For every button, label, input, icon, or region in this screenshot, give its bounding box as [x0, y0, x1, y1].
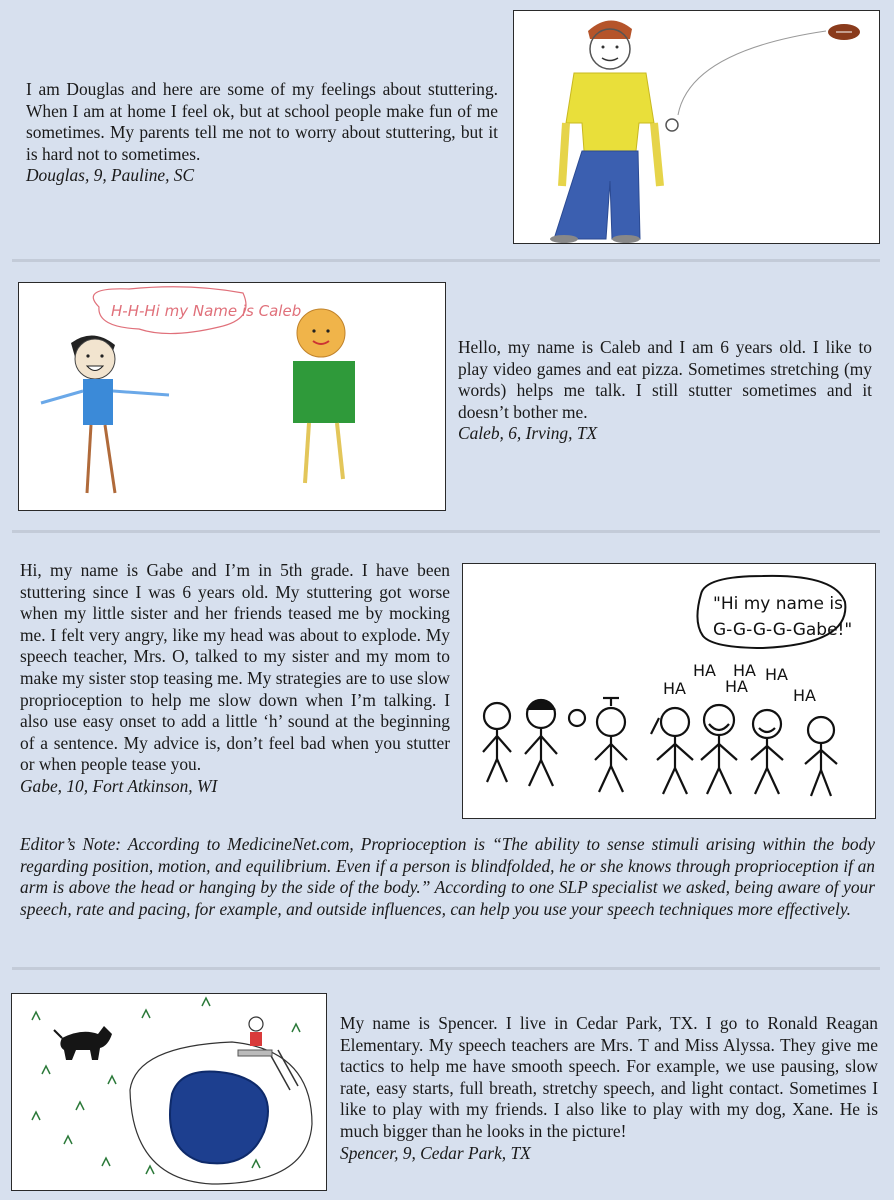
ha-label: HA	[733, 661, 756, 680]
douglas-drawing	[513, 10, 880, 244]
ha-label: HA	[765, 665, 788, 684]
spencer-text: My name is Spencer. I live in Cedar Park, TX. I go to Ronald Reagan Elementary. My speech teachers are Mrs. T and Miss Alyssa. They give me tactics to help me have smooth speech. For example, we use pausing, slow rate, easy starts, full breath, stretchy speech, and light contact. Sometimes I like to play with my friends. I also like to play with my dog, Xane. He is much bigger than he looks in the picture!	[340, 1013, 878, 1141]
pool-and-dog-drawing-icon	[12, 994, 326, 1190]
two-kids-drawing-icon	[19, 283, 445, 510]
ha-label: HA	[793, 686, 816, 705]
spencer-story	[340, 1013, 878, 1164]
section-divider	[12, 967, 880, 970]
section-divider	[12, 259, 880, 262]
stick-figures-teasing-drawing-icon	[463, 564, 875, 818]
douglas-signature: Douglas, 9, Pauline, SC	[26, 165, 195, 186]
section-divider	[12, 530, 880, 533]
gabe-drawing	[462, 563, 876, 819]
ha-label: HA	[663, 679, 686, 698]
caleb-text: Hello, my name is Caleb and I am 6 years old. I like to play video games and eat pizza. Sometimes stretching (my words) helps me talk. I still stutter sometimes and it doesn’t bother me.	[458, 337, 872, 422]
caleb-story	[458, 337, 872, 445]
douglas-story	[26, 79, 498, 187]
gabe-speech-line2: G-G-G-G-Gabe!"	[713, 620, 853, 640]
boy-throwing-football-drawing-icon	[514, 11, 879, 243]
douglas-text: I am Douglas and here are some of my feelings about stuttering. When I am at home I feel ok, but at school people make fun of me sometimes. My parents tell me not to worry about stuttering, but it is hard not to sometimes.	[26, 79, 498, 164]
editors-note-text: Editor’s Note: According to MedicineNet.com, Proprioception is “The ability to sense stimuli arising within the body regarding position, motion, and equilibrium. Even if a person is blindfolded, he or she knows through proprioception if an arm is above the head or hanging by the side of the body.” According to one SLP specialist we asked, being aware of your speech, rate and pacing, for example, and outside influences, can help you use your speech techniques more effectively.	[20, 834, 875, 919]
spencer-signature: Spencer, 9, Cedar Park, TX	[340, 1142, 531, 1163]
caleb-signature: Caleb, 6, Irving, TX	[458, 423, 598, 444]
spencer-drawing	[11, 993, 327, 1191]
gabe-story	[20, 560, 450, 798]
editors-note	[20, 834, 875, 920]
ha-label: HA	[725, 677, 748, 696]
gabe-signature: Gabe, 10, Fort Atkinson, WI	[20, 775, 218, 796]
caleb-drawing	[18, 282, 446, 511]
ha-label: HA	[693, 661, 716, 680]
gabe-text: Hi, my name is Gabe and I’m in 5th grade. I have been stuttering since I was 6 years old. My stuttering got worse when my little sister and her friends teased me by mocking me. I felt very angry, like my head was about to explode. My speech teacher, Mrs. O, talked to my sister and my mom to make my sister stop teasing me. My strategies are to use slow proprioception to help me slow down when I’m talking. I also use easy onset to add a little ‘h’ sound at the beginning of a sentence. My advice is, don’t feel bad when you stutter or when people tease you.	[20, 560, 450, 775]
caleb-caption: H-H-Hi my Name is Caleb	[111, 302, 302, 320]
gabe-speech-line1: "Hi my name is	[713, 594, 843, 614]
